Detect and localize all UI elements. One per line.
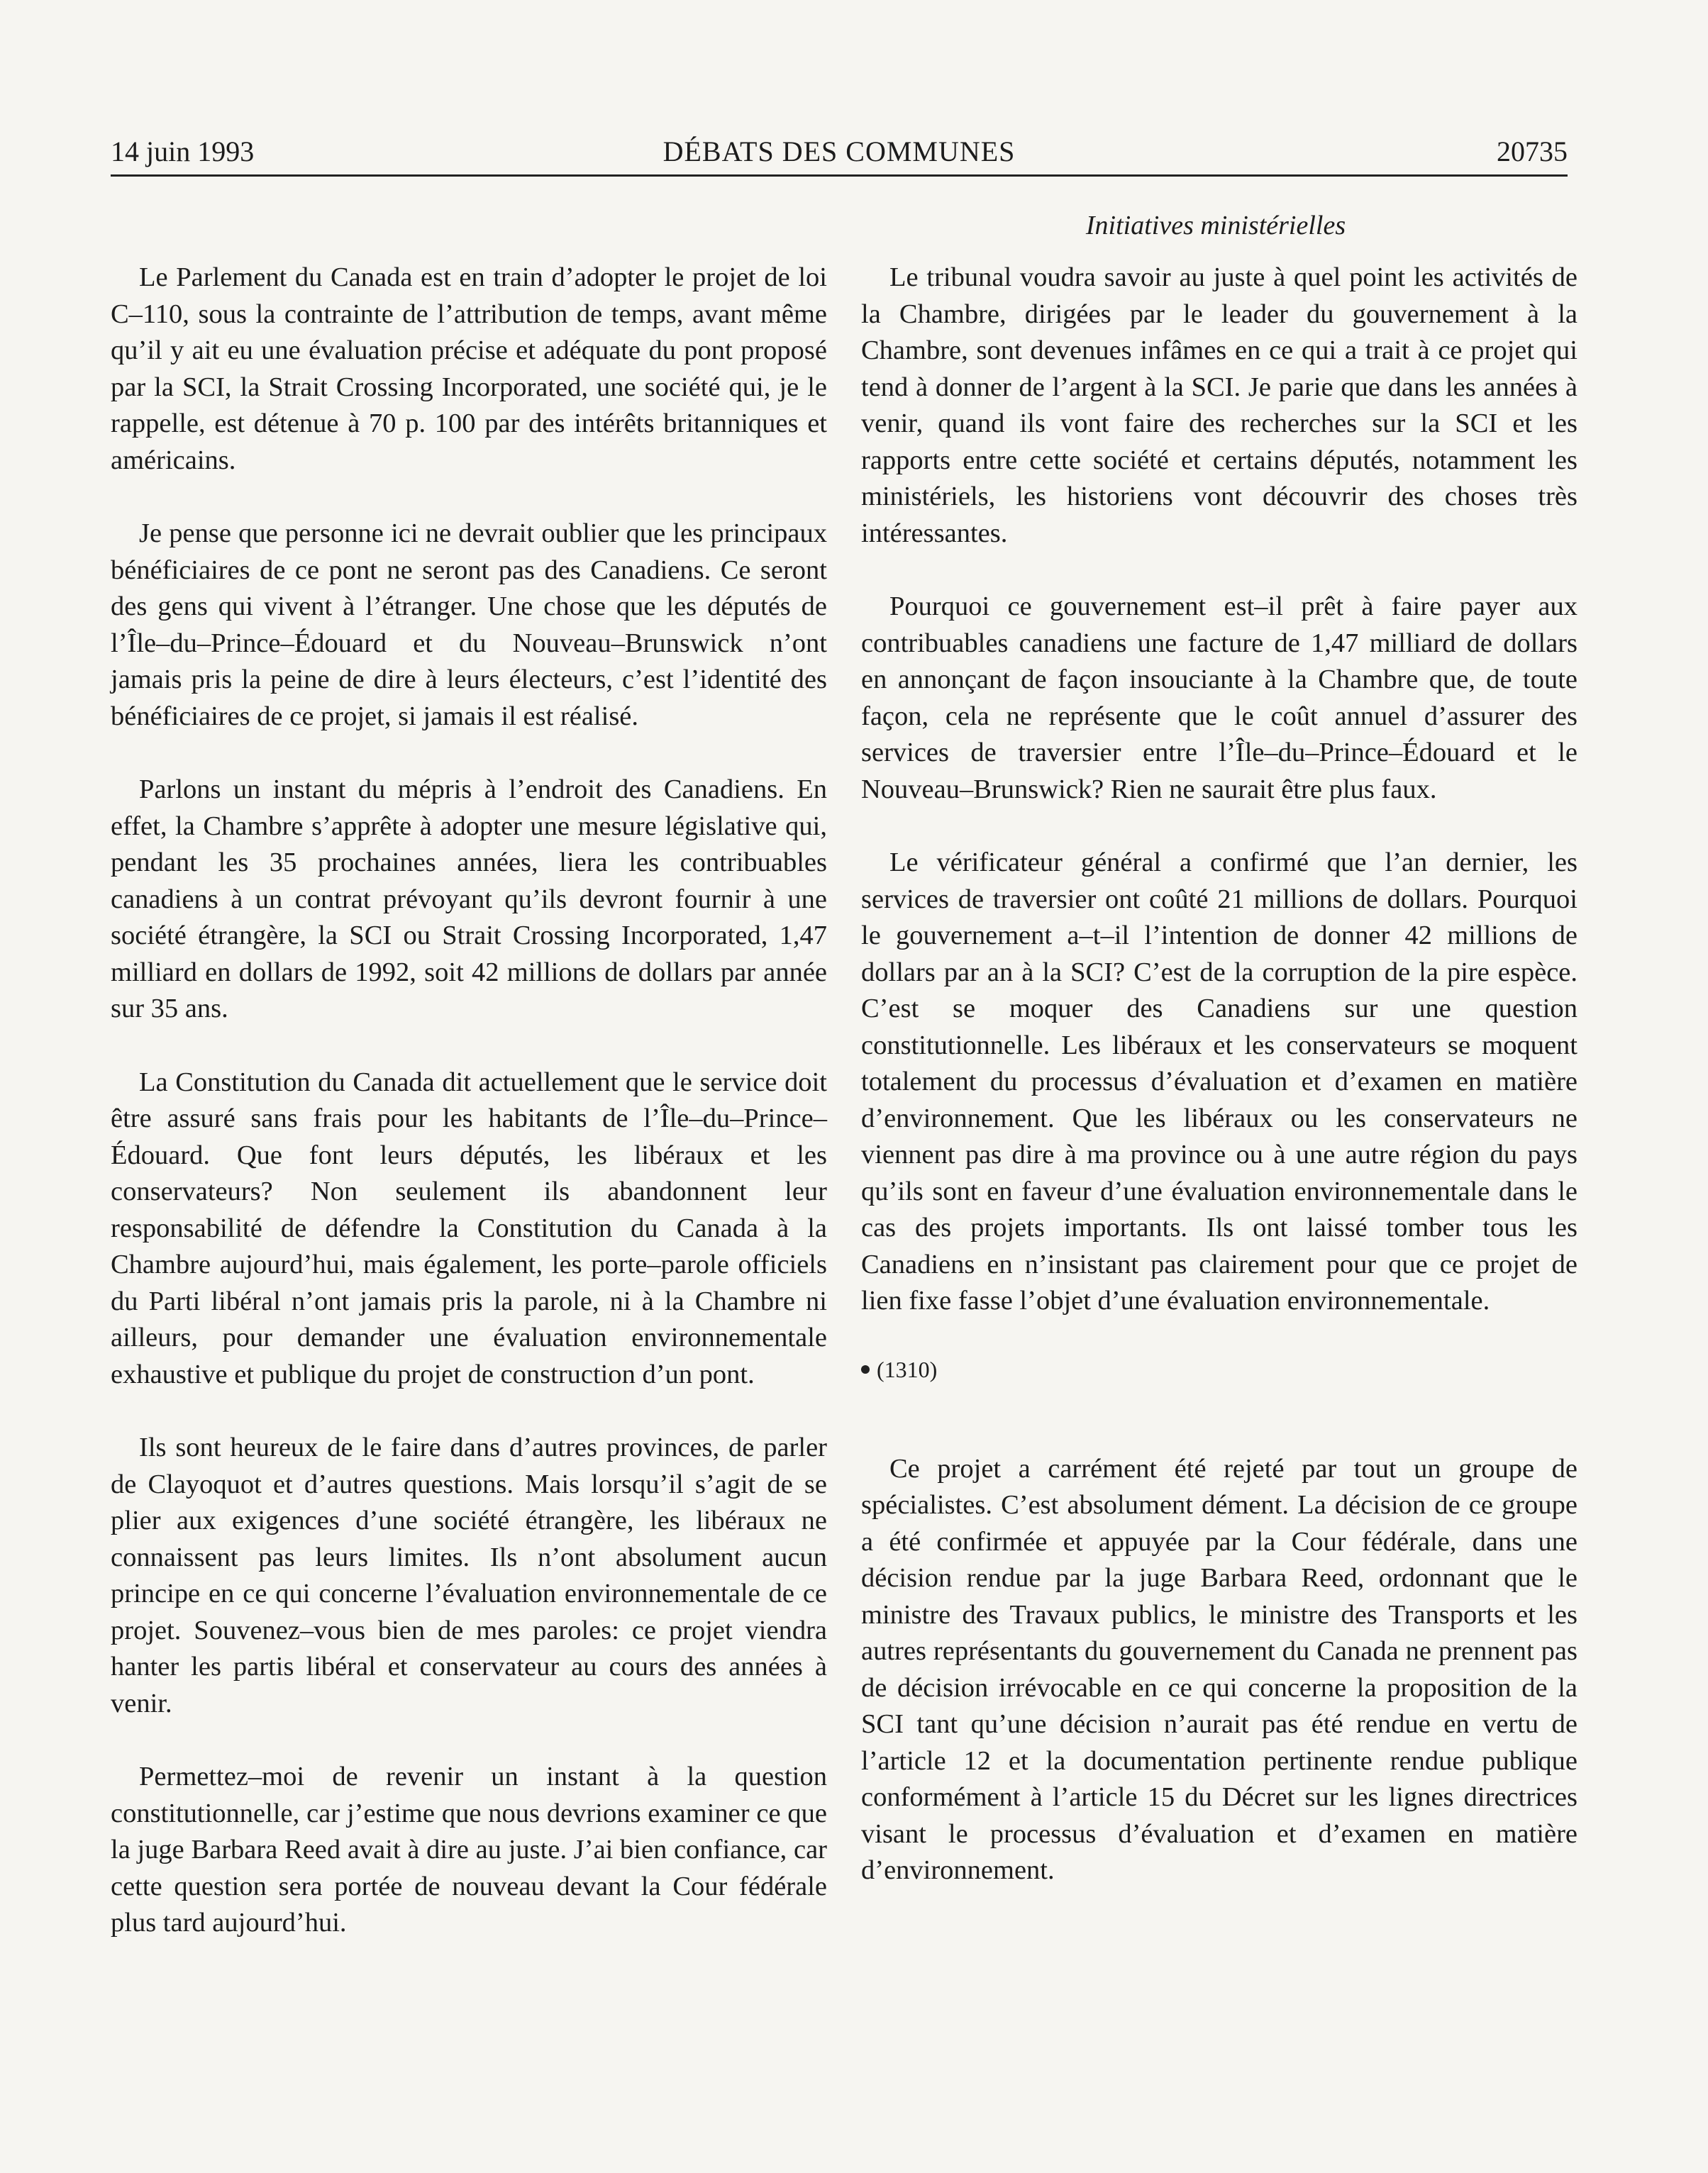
page-header [111, 132, 1568, 177]
bullet-icon [861, 1365, 870, 1374]
header-date: 14 juin 1993 [111, 135, 255, 167]
header-page-number: 20735 [1497, 135, 1568, 167]
time-marker-label: (1310) [877, 1356, 938, 1382]
running-head: Initiatives ministérielles [1085, 211, 1346, 240]
header-journal-title: DÉBATS DES COMMUNES [662, 135, 1016, 167]
paragraph: Le Parlement du Canada est en train d’adopter le projet de loi C–110, sous la contrainte de l’attribution de temps, avant même qu’il y ait eu une évaluation précise et adéquate du pont proposé par la SCI, la Strait Crossing Incorporated, une société qui, je le rappelle, est détenue à 70 p. 100 par des intérêts britanniques et américains. [111, 262, 827, 475]
right-column [861, 260, 1577, 1926]
paragraph: Parlons un instant du mépris à l’endroit des Canadiens. En effet, la Chambre s’apprête à adopter une mesure législative qui, pendant les 35 prochaines années, liera les contribuables canadiens à un contrat prévoyant qu’ils devront fournir à une société étrangère, la SCI ou Strait Crossing Incorporated, 1,47 milliard en dollars de 1992, soit 42 millions de dollars par année sur 35 ans. [111, 774, 827, 1023]
paragraph: La Constitution du Canada dit actuellement que le service doit être assuré sans frais pour les habitants de l’Île–du–Prince–Édouard. Que font leurs députés, les libéraux et les conservateurs? Non seulement ils abandonnent leur responsabilité de défendre la Constitution du Canada à la Chambre aujourd’hui, mais également, les porte–parole officiels du Parti libéral n’ont jamais pris la parole, ni à la Chambre ni ailleurs, pour demander une évaluation environnementale exhaustive et publique du projet de construction d’un pont. [111, 1067, 827, 1389]
paragraph: Le vérificateur général a confirmé que l’an dernier, les services de traversier ont coûté 21 millions de dollars. Pourquoi le gouvernement a–t–il l’intention de donner 42 millions de dollars par an à la SCI? C’est de la corruption de la pire espèce. C’est se moquer des Canadiens sur une question constitutionnelle. Les libéraux et les conservateurs se moquent totalement du processus d’évaluation et d’examen en matière d’environnement. Que les libéraux ou les conservateurs ne viennent pas dire à ma province ou à une autre région du pays qu’ils sont en faveur d’une évaluation environnementale dans le cas des projets importants. Ils ont laissé tomber tous les Canadiens en n’insistant pas clairement pour que ce projet de lien fixe fasse l’objet d’une évaluation environnementale. [861, 847, 1577, 1316]
paragraph: Pourquoi ce gouvernement est–il prêt à faire payer aux contribuables canadiens une facture de 1,47 milliard de dollars en annonçant de façon insouciante à la Chambre que, de toute façon, cela ne représente que le coût annuel d’assurer des services de traversier entre l’Île–du–Prince–Édouard et le Nouveau–Brunswick? Rien ne saurait être plus faux. [861, 591, 1577, 804]
paragraph: Le tribunal voudra savoir au juste à quel point les activités de la Chambre, dirigées par le leader du gouvernement à la Chambre, sont devenues infâmes en ce qui a trait à ce projet qui tend à donner de l’argent à la SCI. Je parie que dans les années à venir, quand ils vont faire des recherches sur la SCI et les rapports entre cette société et certains députés, notamment les ministériels, les historiens vont découvrir des choses très intéressantes. [861, 262, 1577, 548]
paragraph: Permettez–moi de revenir un instant à la question constitutionnelle, car j’estime que nous devrions examiner ce que la juge Barbara Reed avait à dire au juste. J’ai bien confiance, car cette question sera portée de nouveau devant la Cour fédérale plus tard aujourd’hui. [111, 1762, 827, 1938]
paragraph: Ce projet a carrément été rejeté par tout un groupe de spécialistes. C’est absolument dément. La décision de ce groupe a été confirmée et appuyée par la Cour fédérale, dans une décision rendue par la juge Barbara Reed, ordonnant que le ministre des Travaux publics, le ministre des Transports et les autres représentants du gouvernement du Canada ne prennent pas de décision irrévocable en ce qui concerne la proposition de la SCI tant qu’une décision n’aurait pas été rendue en vertu de l’article 12 et la documentation pertinente rendue publique conformément à l’article 15 du Décret sur les lignes directrices visant le processus d’évaluation et d’examen en matière d’environnement. [861, 1453, 1577, 1885]
left-column [111, 260, 827, 1979]
time-marker [861, 1357, 1577, 1383]
paragraph: Ils sont heureux de le faire dans d’autres provinces, de parler de Clayoquot et d’autres questions. Mais lorsqu’il s’agit de se plier aux exigences d’une société étrangère, les libéraux ne connaissent pas leurs limites. Ils n’ont absolument aucun principe en ce qui concerne l’évaluation environnementale de ce projet. Souvenez–vous bien de mes paroles: ce projet viendra hanter les partis libéral et conservateur au cours des années à venir. [111, 1433, 827, 1718]
paragraph: Je pense que personne ici ne devrait oublier que les principaux bénéficiaires de ce pont ne seront pas des Canadiens. Ce seront des gens qui vivent à l’étranger. Une chose que les députés de l’Île–du–Prince–Édouard et du Nouveau–Brunswick n’ont jamais pris la peine de dire à leurs électeurs, c’est l’identité des bénéficiaires de ce projet, si jamais il est réalisé. [111, 518, 827, 731]
